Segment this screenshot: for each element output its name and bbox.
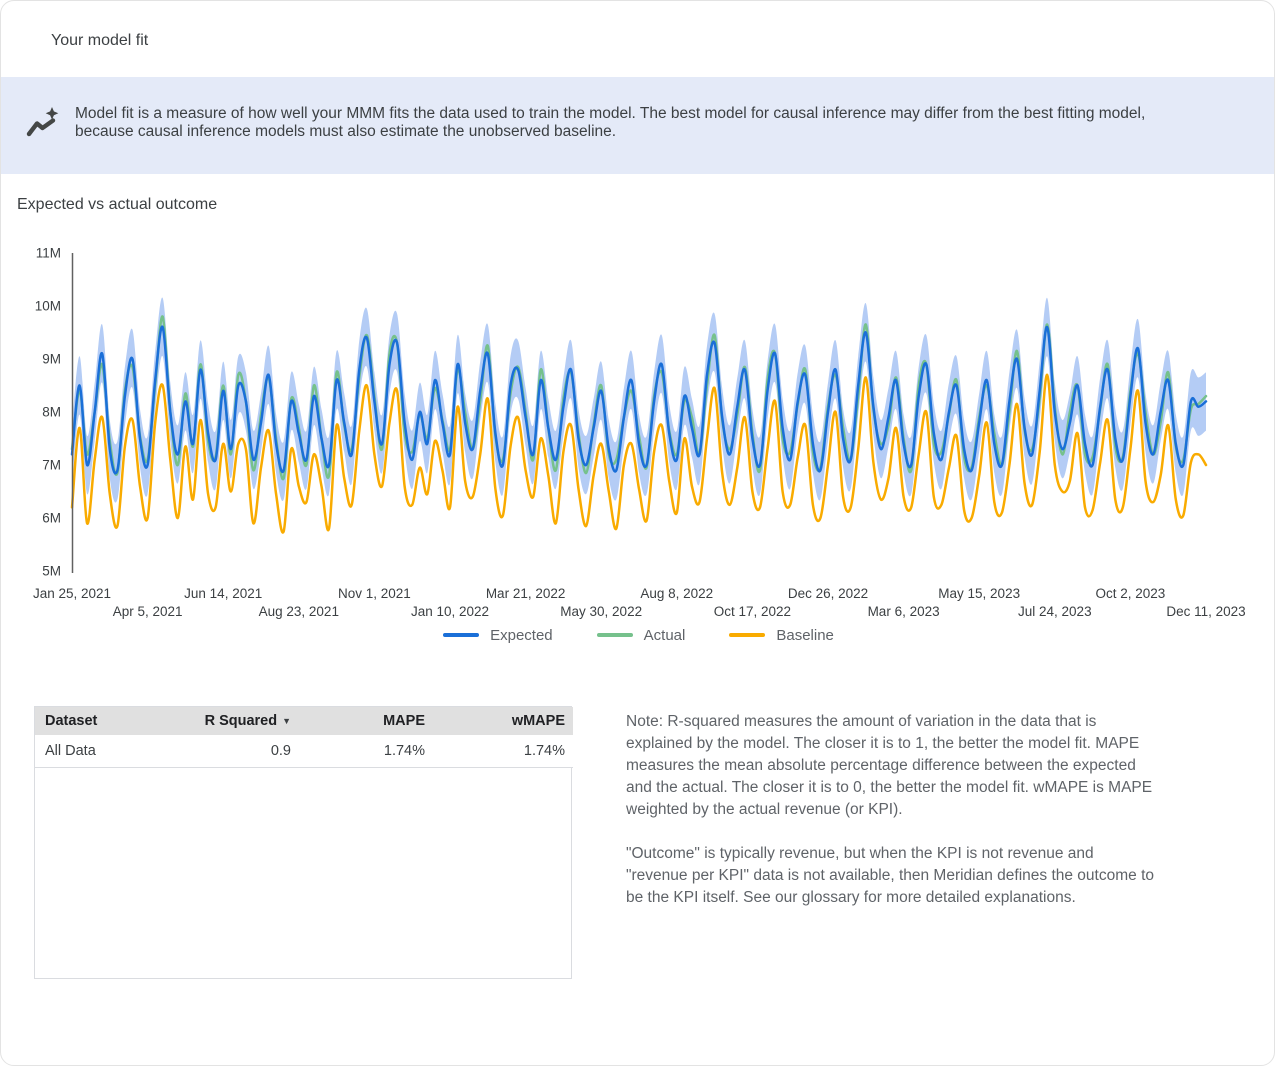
model-fit-chart xyxy=(1,1,1275,661)
x-tick-label: May 30, 2022 xyxy=(560,604,643,619)
column-header-r-squared[interactable]: R Squared ▼ xyxy=(187,707,299,735)
y-tick-label: 7M xyxy=(42,457,61,473)
banner-text: Model fit is a measure of how well your MMM fits the data used to train the model. The best model for causal inference may differ from the best fitting model, because causal inference models must also estimate the unobserved baseline. xyxy=(75,105,1146,140)
x-tick-label: Mar 21, 2022 xyxy=(485,586,566,601)
x-tick-label: Mar 6, 2023 xyxy=(867,604,940,619)
cell-dataset: All Data xyxy=(35,735,187,767)
cell-wmape: 1.74% xyxy=(433,735,573,767)
x-tick-label: Jan 25, 2021 xyxy=(32,586,112,601)
cell-r-squared: 0.9 xyxy=(187,735,299,767)
x-tick-label: Dec 26, 2022 xyxy=(787,586,869,601)
legend-label: Actual xyxy=(643,626,686,644)
column-header-dataset: Dataset xyxy=(35,707,187,735)
credible-interval-band xyxy=(72,297,1206,502)
x-tick-label: Apr 5, 2021 xyxy=(112,604,183,619)
x-tick-label: Jan 10, 2022 xyxy=(410,604,490,619)
y-tick-label: 10M xyxy=(34,298,61,314)
sort-descending-icon[interactable]: ▼ xyxy=(282,716,291,726)
y-tick-label: 9M xyxy=(42,351,61,367)
page-title: Your model fit xyxy=(51,32,149,49)
legend-swatch xyxy=(729,633,765,637)
x-tick-label: May 15, 2023 xyxy=(938,586,1021,601)
note-paragraph-1: Note: R-squared measures the amount of variation in the data that is explained by the model. The closer it is to 1, the better the model fit. MAPE measures the mean absolute percentage difference between the expected and the actual. The closer it is to 0, the better the model fit. wMAPE is MAPE weighted by the actual revenue (or KPI). xyxy=(626,713,1153,818)
x-tick-label: Jun 14, 2021 xyxy=(184,586,263,601)
column-header-wmape: wMAPE xyxy=(433,707,573,735)
x-tick-label: Dec 11, 2023 xyxy=(1166,604,1246,619)
legend-item-baseline xyxy=(729,627,834,644)
notes-block xyxy=(626,711,1154,909)
y-tick-label: 6M xyxy=(42,510,61,526)
table-row xyxy=(35,735,573,767)
legend-label: Baseline xyxy=(776,626,834,644)
legend-label: Expected xyxy=(490,626,553,644)
table-header-row xyxy=(35,707,573,735)
y-tick-label: 8M xyxy=(42,404,61,420)
y-tick-label: 5M xyxy=(42,563,61,579)
chart-title: Expected vs actual outcome xyxy=(17,196,218,213)
legend-item-expected xyxy=(443,627,553,644)
cell-mape: 1.74% xyxy=(299,735,433,767)
note-paragraph-2: "Outcome" is typically revenue, but when the KPI is not revenue and "revenue per KPI" data is not available, then Meridian defines the outcome to be the KPI itself. See our glossary for more detailed explanations. xyxy=(626,845,1154,906)
x-tick-label: Oct 17, 2022 xyxy=(713,604,792,619)
chart-legend xyxy=(1,624,1275,646)
x-tick-label: Aug 23, 2021 xyxy=(258,604,339,619)
y-tick-label: 11M xyxy=(35,245,61,261)
x-tick-label: Aug 8, 2022 xyxy=(640,586,714,601)
legend-item-actual xyxy=(597,627,686,644)
x-tick-label: Jul 24, 2023 xyxy=(1018,604,1092,619)
legend-swatch xyxy=(443,633,479,637)
legend-swatch xyxy=(597,633,633,637)
dataset-table xyxy=(34,706,572,979)
x-tick-label: Nov 1, 2021 xyxy=(337,586,411,601)
column-header-mape: MAPE xyxy=(299,707,433,735)
x-tick-label: Oct 2, 2023 xyxy=(1095,586,1166,601)
